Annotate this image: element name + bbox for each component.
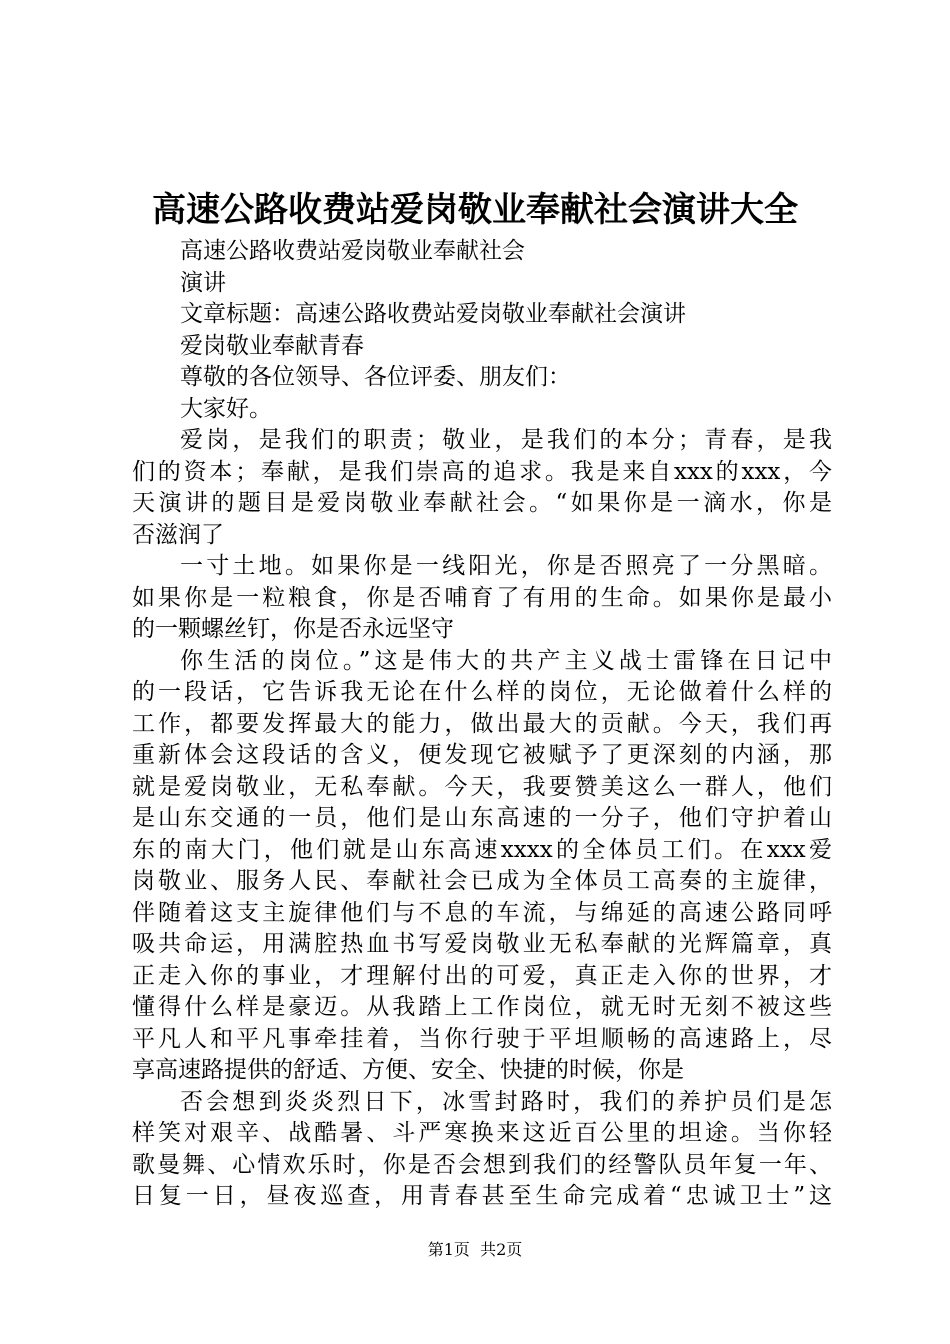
text-line: 是山东交通的一员，他们是山东高速的一分子，他们守护着山 <box>132 805 832 831</box>
document-title: 高速公路收费站爱岗敬业奉献社会演讲大全 <box>152 190 798 230</box>
text-line: 爱岗，是我们的职责；敬业，是我们的本分；青春，是我 <box>180 427 832 453</box>
text-line: 工作，都要发挥最大的能力，做出最大的贡献。今天，我们再 <box>132 710 832 737</box>
text-line: 大家好。 <box>180 395 272 422</box>
text-line: 的一颗螺丝钉，你是否永远坚守 <box>132 616 454 642</box>
text-line: 正走入你的事业，才理解付出的可爱，真正走入你的世界，才 <box>132 962 832 989</box>
text-line: 如果你是一粒粮食，你是否哺育了有用的生命。如果你是最小 <box>132 584 832 611</box>
text-line: 歌曼舞、心情欢乐时，你是否会想到我们的经警队员年复一年、 <box>132 1151 832 1178</box>
text-line: 你生活的岗位。”这是伟大的共产主义战士雷锋在日记中 <box>180 647 832 674</box>
page-footer <box>0 1238 950 1262</box>
text-line: 高速公路收费站爱岗敬业奉献社会 <box>180 238 525 264</box>
text-line: 否会想到炎炎烈日下，冰雪封路时，我们的养护员们是怎 <box>180 1088 832 1115</box>
text-line: 吸共命运，用满腔热血书写爱岗敬业无私奉献的光辉篇章，真 <box>132 931 832 957</box>
text-line: 的一段话，它告诉我无论在什么样的岗位，无论做着什么样的 <box>132 679 832 705</box>
text-line: 日复一日，昼夜巡查，用青春甚至生命完成着“忠诚卫士”这 <box>132 1183 832 1209</box>
text-line: 东的南大门，他们就是山东高速xxxx的全体员工们。在xxx爱 <box>132 836 832 863</box>
text-line: 懂得什么样是豪迈。从我踏上工作岗位，就无时无刻不被这些 <box>132 994 832 1020</box>
text-line: 样笑对艰辛、战酷暑、斗严寒换来这近百公里的坦途。当你轻 <box>132 1120 832 1146</box>
text-line: 岗敬业、服务人民、奉献社会已成为全体员工高奏的主旋律， <box>132 868 832 894</box>
text-line: 就是爱岗敬业，无私奉献。今天，我要赞美这么一群人，他们 <box>132 773 832 800</box>
text-line: 天演讲的题目是爱岗敬业奉献社会。“如果你是一滴水，你是 <box>132 490 832 516</box>
text-line: 爱岗敬业奉献青春 <box>180 332 364 359</box>
text-line: 平凡人和平凡事牵挂着，当你行驶于平坦顺畅的高速路上，尽 <box>132 1025 832 1052</box>
text-line: 尊敬的各位领导、各位评委、朋友们： <box>180 364 571 390</box>
text-line: 否滋润了 <box>132 521 224 548</box>
text-line: 伴随着这支主旋律他们与不息的车流，与绵延的高速公路同呼 <box>132 899 832 926</box>
page-number: 第1页 共2页 <box>427 1240 523 1259</box>
text-line: 重新体会这段话的含义，便发现它被赋予了更深刻的内涵，那 <box>132 742 832 768</box>
text-line: 一寸土地。如果你是一线阳光，你是否照亮了一分黑暗。 <box>180 553 832 579</box>
text-line: 享高速路提供的舒适、方便、安全、快捷的时候，你是 <box>132 1057 684 1083</box>
text-line: 文章标题：高速公路收费站爱岗敬业奉献社会演讲 <box>180 301 686 327</box>
text-line: 们的资本；奉献，是我们崇高的追求。我是来自xxx的xxx，今 <box>132 458 832 485</box>
document-body <box>132 236 832 1213</box>
text-line: 演讲 <box>180 269 226 296</box>
